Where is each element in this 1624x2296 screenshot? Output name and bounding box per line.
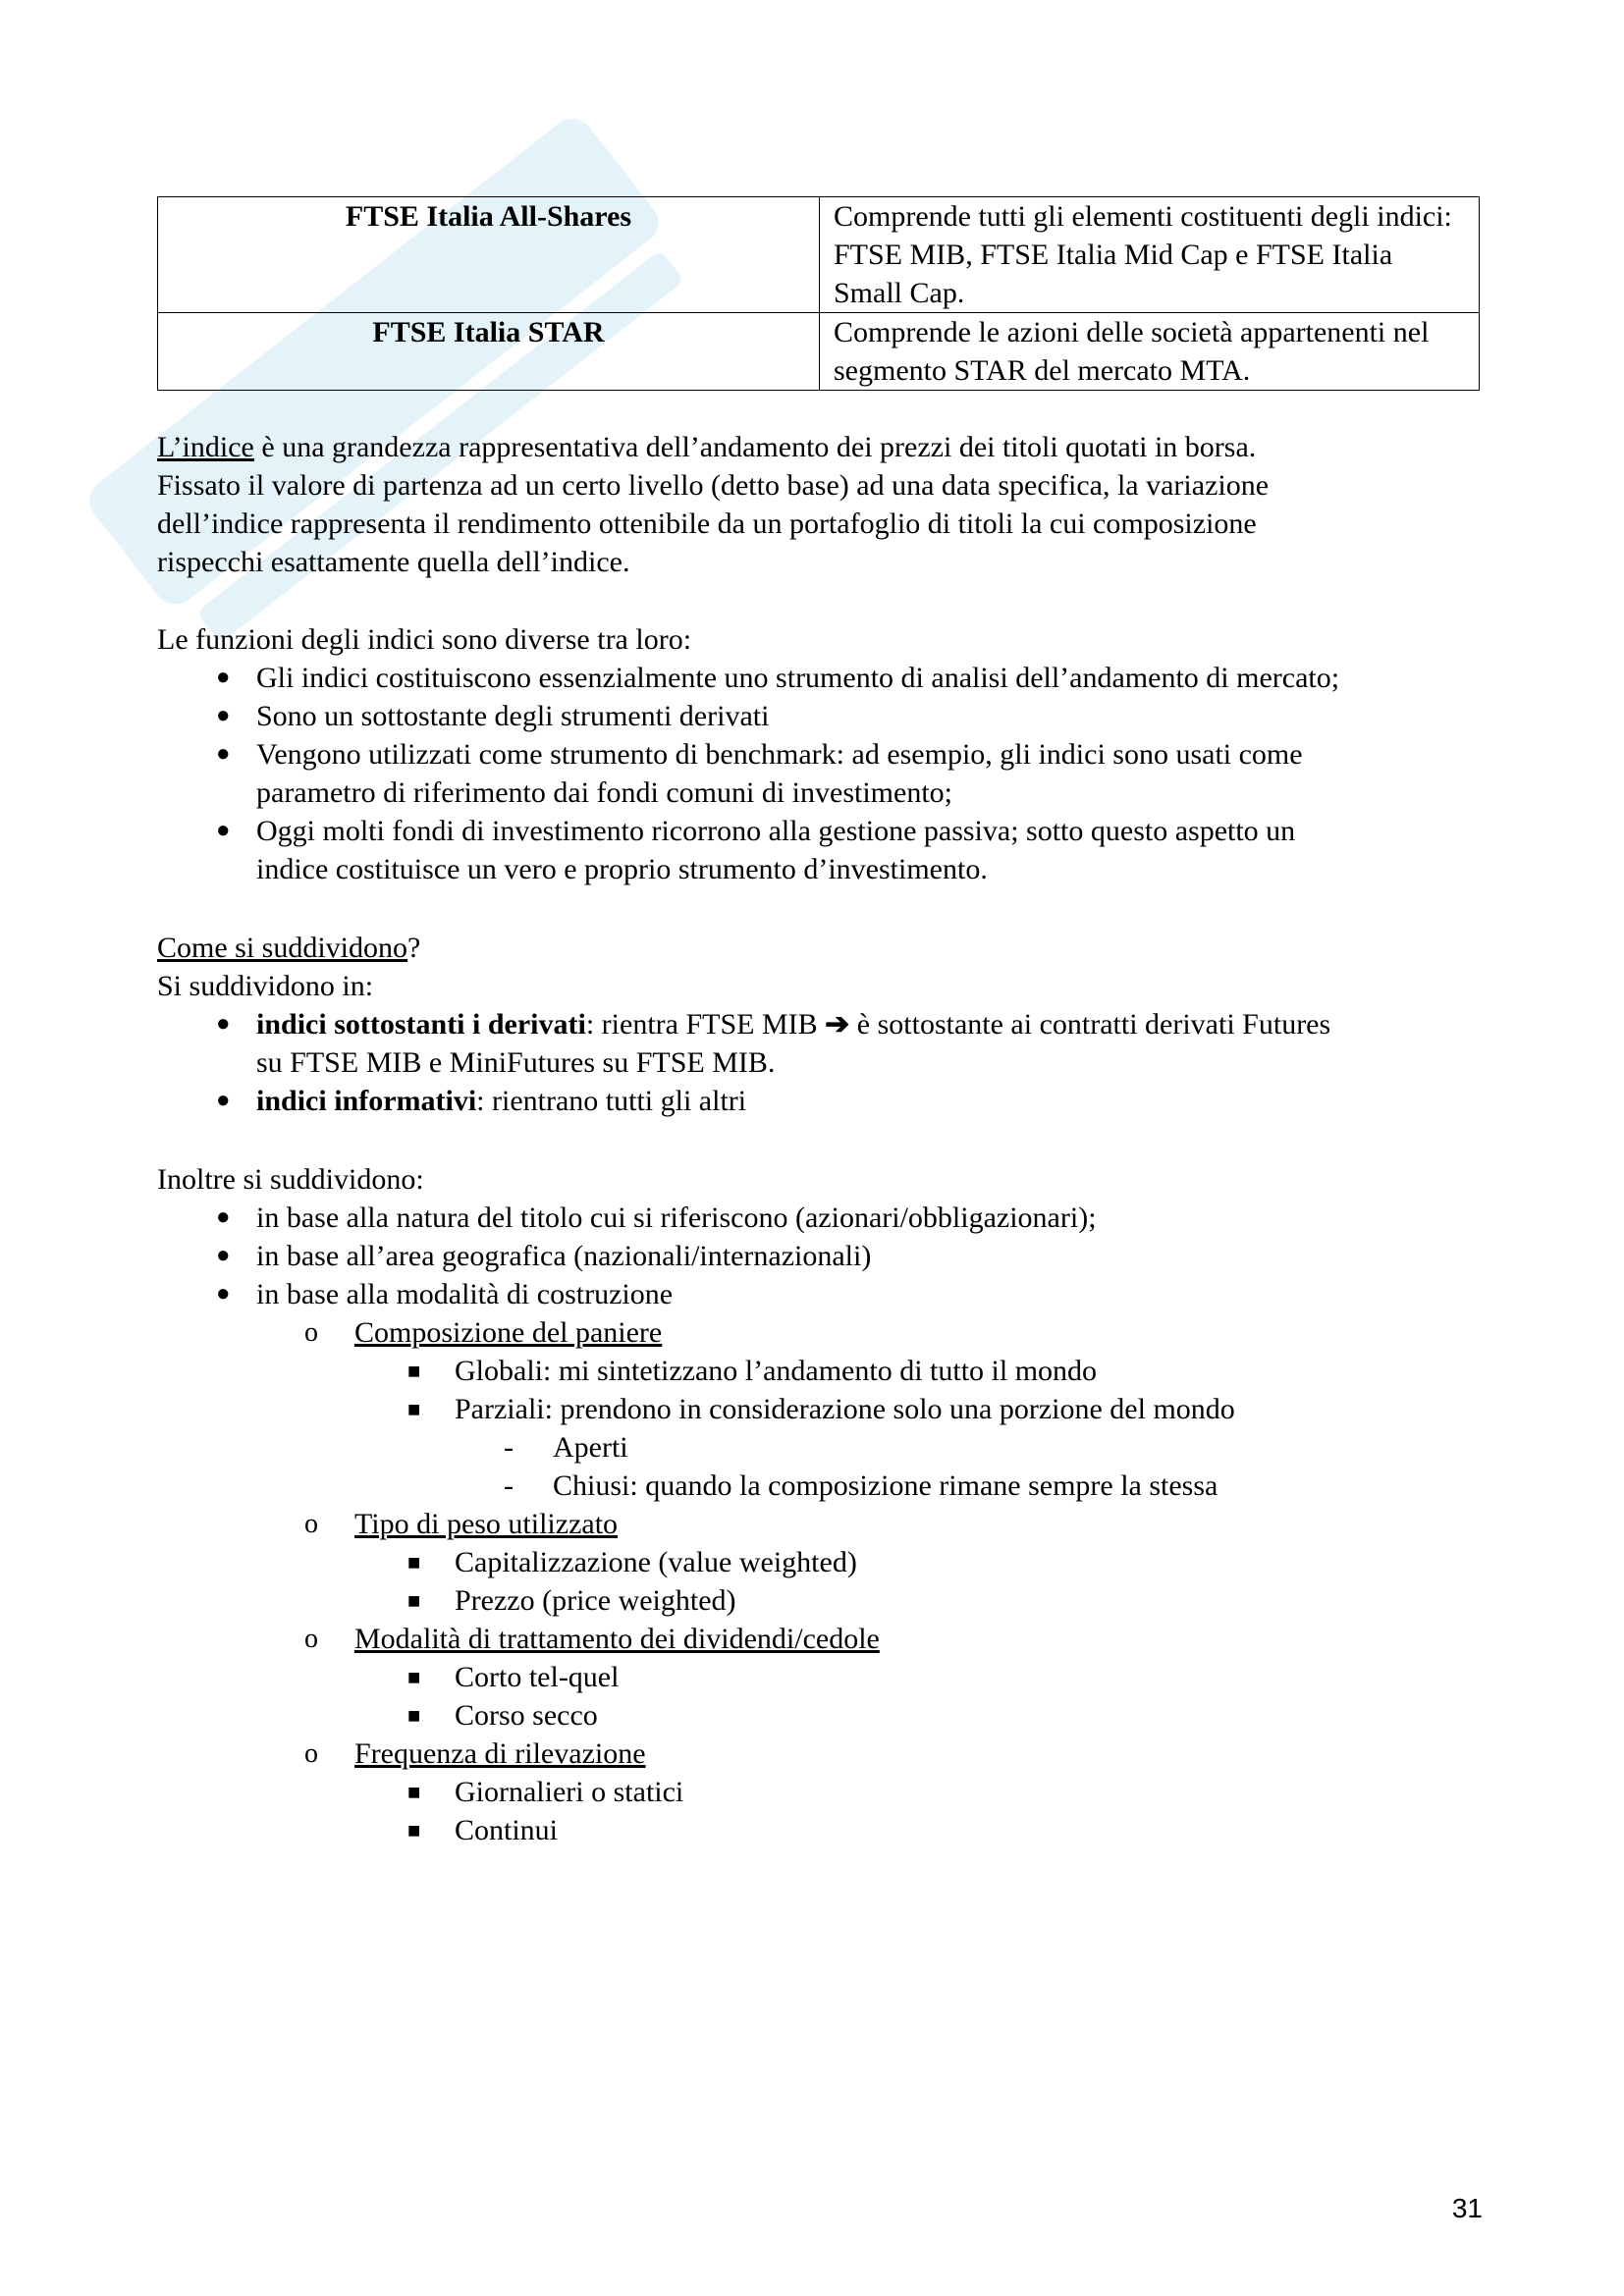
intro-text: rispecchi esattamente quella dell’indice. [157, 546, 630, 578]
further-heading: Inoltre si suddividono: [157, 1163, 424, 1196]
criterion-sub-sub-item: - Aperti [504, 1431, 628, 1464]
page-number: 31 [1451, 2193, 1483, 2223]
further-section [157, 1160, 1492, 1849]
index-description: Comprende tutti gli elementi costituenti degli indici: FTSE MIB, FTSE Italia Mid Cap e FTSE Italia Small Cap. [820, 197, 1480, 313]
list-item: ● indici sottostanti i derivati: rientra FTSE MIB ➔ è sottostante ai contratti derivati Futures [216, 1008, 1331, 1041]
criterion-item: o Frequenza di rilevazione [304, 1737, 646, 1770]
subdivision-question: Come si suddividono [157, 932, 408, 964]
list-item: ● Oggi molti fondi di investimento ricorrono alla gestione passiva; sotto questo aspetto un [216, 815, 1296, 847]
index-description: Comprende le azioni delle società appartenenti nel segmento STAR del mercato MTA. [820, 313, 1480, 391]
indices-table [157, 196, 1480, 391]
list-item-continuation: indice costituisce un vero e proprio strumento d’investimento. [256, 853, 988, 885]
criterion-sub-item: ■ Corso secco [407, 1699, 598, 1732]
criterion-sub-item: ■ Continui [407, 1814, 559, 1846]
subdivision-intro: Si suddividono in: [157, 970, 374, 1002]
arrow-icon: ➔ [825, 1008, 850, 1041]
list-item: ● Gli indici costituiscono essenzialmente uno strumento di analisi dell’andamento di mercato; [216, 662, 1340, 694]
criterion-sub-item: ■ Prezzo (price weighted) [407, 1584, 736, 1617]
intro-term: L’indice [157, 431, 254, 463]
list-item: ● in base alla natura del titolo cui si riferiscono (azionari/obbligazionari); [216, 1201, 1097, 1234]
criterion-sub-item: ■ Parziali: prendono in considerazione solo una porzione del mondo [407, 1393, 1235, 1425]
criterion-sub-item: ■ Capitalizzazione (value weighted) [407, 1546, 857, 1578]
functions-heading: Le funzioni degli indici sono diverse tra loro: [157, 623, 692, 656]
table-row [158, 197, 1480, 313]
list-item: ● indici informativi: rientrano tutti gli altri [216, 1085, 747, 1117]
criterion-sub-item: ■ Globali: mi sintetizzano l’andamento di tutto il mondo [407, 1355, 1098, 1387]
list-item: ● Vengono utilizzati come strumento di benchmark: ad esempio, gli indici sono usati come [216, 738, 1303, 771]
list-item: ● Sono un sottostante degli strumenti derivati [216, 700, 770, 732]
index-name: FTSE Italia All-Shares [158, 197, 820, 313]
criterion-sub-item: ■ Giornalieri o statici [407, 1776, 684, 1808]
intro-text: è una grandezza rappresentativa dell’andamento dei prezzi dei titoli quotati in borsa. [253, 431, 1257, 463]
intro-text: Fissato il valore di partenza ad un certo livello (detto base) ad una data specifica, la variazione [157, 469, 1270, 502]
criterion-item: o Composizione del paniere [304, 1316, 663, 1349]
functions-section [157, 620, 1492, 888]
list-item: ● in base alla modalità di costruzione [216, 1278, 674, 1310]
list-item-continuation: parametro di riferimento dai fondi comuni di investimento; [256, 776, 952, 809]
criterion-item: o Modalità di trattamento dei dividendi/cedole [304, 1623, 880, 1655]
table-row [158, 313, 1480, 391]
intro-text: dell’indice rappresenta il rendimento ottenibile da un portafoglio di titoli la cui composizione [157, 507, 1257, 540]
criterion-sub-item: ■ Corto tel-quel [407, 1661, 620, 1693]
criterion-sub-sub-item: - Chiusi: quando la composizione rimane sempre la stessa [504, 1469, 1218, 1502]
subdivision-section: Come si suddividono? Si suddividono in: ● indici sottostanti i derivati: rientra FTSE MIB ➔ è sottostante ai contratti derivati Futures su FTSE MIB e MiniFutures su FTSE MIB. ● indici informativi: rientrano tutti gli altri [157, 929, 1492, 1120]
list-item: ● in base all’area geografica (nazionali/internazionali) [216, 1240, 872, 1272]
list-item-continuation: su FTSE MIB e MiniFutures su FTSE MIB. [256, 1046, 776, 1079]
intro-paragraph [157, 428, 1492, 581]
criterion-item: o Tipo di peso utilizzato [304, 1508, 619, 1540]
index-name: FTSE Italia STAR [158, 313, 820, 391]
